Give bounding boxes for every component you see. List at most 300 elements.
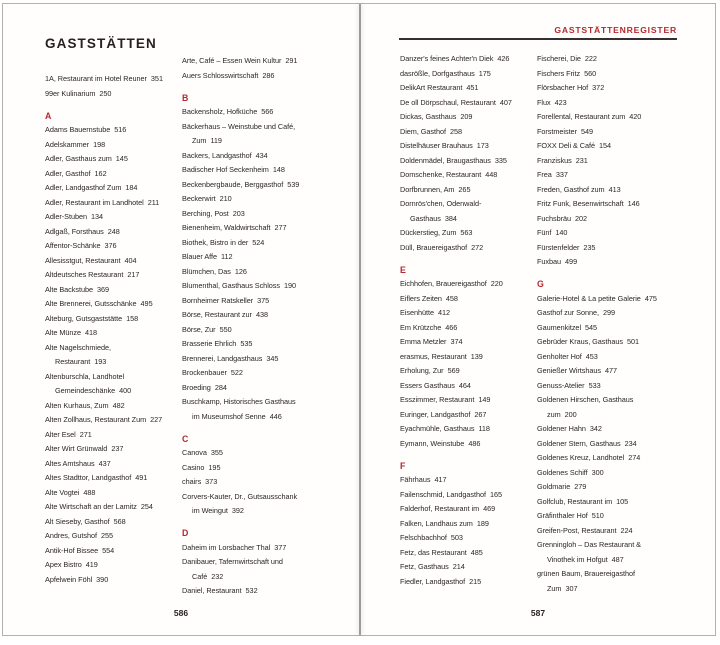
register-entry <box>400 241 533 256</box>
register-entry <box>400 546 533 561</box>
entry-page-number: 274 <box>628 453 641 462</box>
entry-page-number: 532 <box>245 586 258 595</box>
register-entry <box>537 379 679 394</box>
entry-page-number: 184 <box>125 183 138 192</box>
entry-name: Allesisstgut, Restaurant <box>45 255 121 265</box>
register-entry <box>45 442 178 457</box>
entry-name: Frea <box>537 170 552 179</box>
entry-name: Danibauer, Tafernwirtschaft und <box>182 557 283 566</box>
entry-page-number: 426 <box>497 54 510 63</box>
entry-name: Bäckerhaus – Weinstube und Café, <box>182 121 296 131</box>
entry-page-number: 118 <box>478 424 490 433</box>
entry-name: Alteburg, Gutsgaststätte <box>45 313 123 323</box>
entry-name: Börse, Restaurant zur <box>182 310 252 319</box>
entry-page-number: 549 <box>580 126 593 136</box>
entry-name: Franziskus <box>537 155 572 165</box>
entry-name: Adler, Gasthaus zum <box>45 154 112 163</box>
entry-name: erasmus, Restaurant <box>400 351 467 361</box>
entry-page-number: 272 <box>471 242 484 252</box>
register-entry <box>45 268 178 283</box>
register-entry <box>182 584 322 599</box>
entry-page-number: 539 <box>287 179 300 189</box>
entry-name: Broeding <box>182 382 211 392</box>
entry-name: Alte Brennerei, Gutsschänke <box>45 299 137 308</box>
register-entry <box>45 471 178 486</box>
entry-page-number: 162 <box>94 168 107 178</box>
entry-name: Fetz, Gasthaus <box>400 562 449 571</box>
entry-name: Eyachmühle, Gasthaus <box>400 424 475 433</box>
entry-page-number: 434 <box>255 150 268 160</box>
entry-page-number: 453 <box>585 351 598 361</box>
entry-page-number: 154 <box>599 141 612 150</box>
entry-page-number: 235 <box>583 242 596 252</box>
page-gutter <box>359 4 361 635</box>
entry-page-number: 258 <box>450 126 463 136</box>
entry-name: Bienenheim, Waldwirtschaft <box>182 223 271 232</box>
entry-name: Goldenen Hirschen, Gasthaus <box>537 395 634 404</box>
register-entry <box>45 254 178 269</box>
register-entry <box>537 96 679 111</box>
entry-name: Greifen-Post, Restaurant <box>537 525 617 535</box>
entry-name: Auers Schlosswirtschaft <box>182 70 259 80</box>
register-entry <box>45 138 178 153</box>
register-entry <box>45 370 178 385</box>
register-entry <box>45 486 178 501</box>
entry-page-number: 419 <box>85 560 98 569</box>
entry-page-number: 165 <box>489 489 502 499</box>
register-entry <box>537 509 679 524</box>
register-entry <box>182 475 322 490</box>
entry-page-number: 190 <box>283 281 297 290</box>
entry-name: Gebrüder Kraus, Gasthaus <box>537 337 624 346</box>
entry-page-number: 510 <box>591 511 604 520</box>
entry-page-number: 286 <box>262 70 275 80</box>
register-entry <box>45 87 178 102</box>
entry-name: Alt Sieseby, Gasthof <box>45 516 110 526</box>
register-entry <box>45 573 178 588</box>
register-entry <box>537 139 679 154</box>
entry-name: Café <box>192 571 208 581</box>
register-entry <box>537 422 679 437</box>
register-column-2 <box>182 54 322 599</box>
entry-page-number: 119 <box>210 136 222 145</box>
entry-name: Berching, Post <box>182 208 229 218</box>
entry-name: Distelhäuser Brauhaus <box>400 141 473 150</box>
entry-page-number: 412 <box>437 308 451 317</box>
entry-page-number: 265 <box>458 184 471 194</box>
register-entry <box>182 250 322 265</box>
entry-page-number: 227 <box>150 415 163 424</box>
register-entry-continuation <box>182 570 322 585</box>
entry-name: Em Krützche <box>400 322 442 332</box>
register-entry <box>45 239 178 254</box>
entry-name: Eiflers Zeiten <box>400 293 442 303</box>
entry-page-number: 211 <box>147 197 160 207</box>
register-entry <box>182 54 322 69</box>
register-entry <box>537 52 679 67</box>
entry-name: Canova <box>182 448 207 457</box>
register-entry <box>537 335 679 350</box>
entry-page-number: 516 <box>114 125 127 134</box>
entry-name: Dorfbrunnen, Am <box>400 184 455 194</box>
register-entry <box>45 341 178 356</box>
register-entry <box>400 364 533 379</box>
entry-name: Dickas, Gasthaus <box>400 112 457 121</box>
entry-name: Doldenmädel, Braugasthaus <box>400 155 491 165</box>
entry-page-number: 215 <box>469 576 482 586</box>
register-column-3 <box>400 52 533 589</box>
entry-name: Fünf <box>537 228 552 237</box>
register-entry <box>400 350 533 365</box>
entry-page-number: 475 <box>644 293 657 303</box>
entry-page-number: 300 <box>591 467 604 477</box>
entry-name: Düll, Brauereigasthof <box>400 242 468 252</box>
register-entry <box>400 379 533 394</box>
entry-page-number: 566 <box>261 107 274 116</box>
entry-name: Adler, Landgasthof Zum <box>45 183 122 192</box>
register-entry <box>45 457 178 472</box>
entry-name: Blumenthal, Gasthaus Schloss <box>182 281 280 290</box>
register-entry <box>182 381 322 396</box>
entry-page-number: 491 <box>135 473 148 482</box>
entry-page-number: 195 <box>208 462 221 472</box>
entry-page-number: 126 <box>234 266 247 276</box>
register-entry <box>45 544 178 559</box>
register-entry <box>400 125 533 140</box>
entry-page-number: 345 <box>266 353 279 363</box>
register-entry <box>45 283 178 298</box>
register-entry <box>400 408 533 423</box>
register-header: GASTSTÄTTENREGISTER <box>554 25 677 35</box>
entry-page-number: 495 <box>140 299 153 308</box>
register-entry <box>45 500 178 515</box>
register-entry <box>45 123 178 138</box>
entry-page-number: 248 <box>107 226 120 236</box>
entry-page-number: 446 <box>269 411 282 421</box>
entry-name: dasrößle, Dorfgasthaus <box>400 68 475 78</box>
entry-name: Felschbachhof <box>400 533 447 542</box>
entry-name: De oll Dörpschaul, Restaurant <box>400 97 496 107</box>
register-entry <box>400 96 533 111</box>
entry-page-number: 284 <box>214 382 227 392</box>
entry-page-number: 209 <box>460 112 473 121</box>
entry-page-number: 550 <box>219 324 232 334</box>
entry-page-number: 469 <box>483 504 496 513</box>
register-entry <box>537 350 679 365</box>
entry-name: Fürstenfelder <box>537 242 580 252</box>
entry-page-number: 189 <box>476 518 489 528</box>
entry-page-number: 554 <box>102 545 115 555</box>
entry-page-number: 501 <box>627 337 640 346</box>
entry-page-number: 231 <box>575 155 588 165</box>
register-entry <box>182 120 322 135</box>
register-entry <box>537 125 679 140</box>
register-entry <box>537 495 679 510</box>
register-entry <box>400 422 533 437</box>
entry-name: Golfclub, Restaurant im <box>537 496 613 506</box>
register-entry <box>182 366 322 381</box>
entry-name: Andres, Gutshof <box>45 531 97 540</box>
register-entry <box>400 168 533 183</box>
register-entry <box>537 538 679 553</box>
entry-name: Dückerstieg, Zum <box>400 228 457 237</box>
register-entry <box>182 236 322 251</box>
entry-name: Flux <box>537 97 551 107</box>
entry-name: Alter Esel <box>45 429 76 439</box>
entry-name: im Museumshof Senne <box>192 411 266 421</box>
register-entry <box>537 154 679 169</box>
entry-page-number: 524 <box>252 237 265 247</box>
register-entry <box>400 226 533 241</box>
register-entry-continuation <box>537 408 679 423</box>
entry-page-number: 533 <box>588 380 601 390</box>
register-entry <box>400 502 533 517</box>
entry-page-number: 390 <box>96 574 109 584</box>
entry-page-number: 351 <box>150 74 163 83</box>
register-entry <box>537 292 679 307</box>
entry-page-number: 451 <box>466 83 479 92</box>
register-entry <box>182 395 322 410</box>
entry-name: Adler-Stuben <box>45 212 87 221</box>
entry-name: Genholter Hof <box>537 351 582 361</box>
entry-name: Genuss-Atelier <box>537 380 585 390</box>
entry-page-number: 203 <box>232 208 245 218</box>
register-entry <box>45 326 178 341</box>
entry-name: Fetz, das Restaurant <box>400 547 467 557</box>
entry-name: Goldener Stern, Gasthaus <box>537 438 621 448</box>
entry-name: Alte Wirtschaft an der Lamitz <box>45 502 137 511</box>
register-entry <box>45 413 178 428</box>
entry-page-number: 545 <box>585 322 598 332</box>
entry-name: chairs <box>182 477 202 486</box>
entry-name: Domschenke, Restaurant <box>400 170 482 179</box>
entry-page-number: 342 <box>589 424 602 433</box>
register-entry <box>182 163 322 178</box>
entry-name: Fischers Fritz <box>537 68 581 78</box>
entry-page-number: 232 <box>211 571 224 581</box>
register-entry <box>45 210 178 225</box>
register-entry-continuation <box>537 582 679 597</box>
entry-name: Affentor-Schänke <box>45 241 101 250</box>
left-page-title: GASTSTÄTTEN <box>45 36 157 51</box>
register-entry <box>400 560 533 575</box>
entry-page-number: 202 <box>575 213 588 223</box>
entry-page-number: 376 <box>104 241 117 250</box>
entry-name: Daniel, Restaurant <box>182 586 242 595</box>
register-entry <box>537 226 679 241</box>
entry-page-number: 568 <box>113 516 126 526</box>
register-entry <box>537 567 679 582</box>
register-entry <box>537 255 679 270</box>
entry-name: Adlgaß, Forsthaus <box>45 226 104 236</box>
entry-page-number: 569 <box>447 366 460 375</box>
entry-name: Adler, Gasthof <box>45 168 91 178</box>
entry-name: Badischer Hof Seckenheim <box>182 165 269 174</box>
entry-page-number: 139 <box>470 351 483 361</box>
right-page-number: 587 <box>530 608 546 618</box>
entry-name: Erholung, Zur <box>400 366 444 375</box>
entry-page-number: 400 <box>119 386 132 395</box>
entry-page-number: 254 <box>140 502 153 511</box>
entry-name: Altes Stadttor, Landgasthof <box>45 473 132 482</box>
entry-page-number: 277 <box>274 223 287 232</box>
entry-name: Brockenbauer <box>182 368 227 377</box>
entry-page-number: 487 <box>611 554 624 564</box>
entry-name: Adler, Restaurant im Landhotel <box>45 197 144 207</box>
entry-name: Adams Bauernstube <box>45 125 111 134</box>
entry-name: Börse, Zur <box>182 324 216 334</box>
register-entry <box>537 321 679 336</box>
entry-page-number: 175 <box>478 68 491 78</box>
register-entry <box>182 323 322 338</box>
entry-name: Buschkamp, Historisches Gasthaus <box>182 397 296 406</box>
entry-page-number: 158 <box>126 313 139 323</box>
register-entry <box>45 297 178 312</box>
register-entry <box>537 168 679 183</box>
entry-name: Apfelwein Föhl <box>45 574 93 584</box>
register-column-4 <box>537 52 679 596</box>
entry-page-number: 214 <box>452 562 465 571</box>
register-entry <box>182 279 322 294</box>
entry-name: Fuchsbräu <box>537 213 572 223</box>
entry-name: Zum <box>192 136 207 145</box>
register-entry <box>537 306 679 321</box>
entry-page-number: 237 <box>111 444 124 453</box>
entry-name: Danzer's feines Achter'n Diek <box>400 54 494 63</box>
register-entry <box>537 437 679 452</box>
entry-page-number: 466 <box>445 322 458 332</box>
entry-name: Falderhof, Restaurant im <box>400 504 480 513</box>
register-entry <box>182 207 322 222</box>
register-entry <box>537 393 679 408</box>
register-entry <box>182 446 322 461</box>
entry-page-number: 404 <box>124 255 137 265</box>
register-entry <box>400 306 533 321</box>
register-entry <box>45 181 178 196</box>
register-entry-continuation <box>45 355 178 370</box>
entry-name: FOXX Deli & Café <box>537 141 595 150</box>
register-entry <box>400 437 533 452</box>
register-entry <box>400 139 533 154</box>
entry-name: Alte Vogtei <box>45 487 80 497</box>
entry-page-number: 413 <box>608 184 621 194</box>
entry-page-number: 335 <box>494 155 507 165</box>
entry-page-number: 279 <box>574 482 587 491</box>
register-entry <box>182 555 322 570</box>
entry-page-number: 217 <box>127 270 140 279</box>
entry-name: Grenningloh – Das Restaurant & <box>537 540 641 549</box>
entry-name: Fährhaus <box>400 475 431 484</box>
register-entry <box>537 67 679 82</box>
register-entry <box>400 473 533 488</box>
register-entry <box>182 308 322 323</box>
entry-page-number: 267 <box>474 409 487 419</box>
entry-name: Altdeutsches Restaurant <box>45 270 124 279</box>
register-entry <box>537 81 679 96</box>
register-entry <box>537 197 679 212</box>
register-entry <box>537 451 679 466</box>
entry-name: zum <box>547 409 561 419</box>
register-entry <box>182 69 322 84</box>
register-entry <box>45 529 178 544</box>
register-entry <box>400 183 533 198</box>
entry-name: Eisenhütte <box>400 308 434 317</box>
section-letter: B <box>182 92 189 103</box>
entry-page-number: 464 <box>458 380 471 390</box>
entry-page-number: 372 <box>592 83 605 92</box>
register-entry <box>537 480 679 495</box>
entry-page-number: 499 <box>565 257 578 266</box>
entry-name: Arte, Café – Essen Wein Kultur <box>182 56 282 65</box>
entry-name: Gemeindeschänke <box>55 386 116 395</box>
entry-name: Daheim im Lorsbacher Thal <box>182 542 271 552</box>
register-entry-continuation <box>45 384 178 399</box>
entry-page-number: 563 <box>460 228 473 237</box>
entry-page-number: 482 <box>112 400 125 410</box>
entry-page-number: 486 <box>468 438 481 448</box>
register-entry-continuation <box>182 134 322 149</box>
register-entry <box>182 352 322 367</box>
entry-name: Gräfinthaler Hof <box>537 511 588 520</box>
entry-page-number: 149 <box>478 395 491 404</box>
register-entry <box>45 167 178 182</box>
register-entry <box>45 72 178 87</box>
register-entry <box>45 152 178 167</box>
register-entry <box>400 277 533 292</box>
entry-name: Adelskammer <box>45 139 90 149</box>
entry-name: im Weingut <box>192 506 228 515</box>
entry-name: Essers Gasthaus <box>400 380 455 390</box>
entry-page-number: 423 <box>554 97 567 107</box>
register-entry <box>45 225 178 240</box>
register-column-1 <box>45 72 178 587</box>
register-entry-continuation <box>400 212 533 227</box>
entry-name: Blauer Affe <box>182 252 218 261</box>
entry-name: Genießer Wirtshaus <box>537 366 601 375</box>
entry-page-number: 437 <box>98 458 111 468</box>
section-letter: C <box>182 433 189 444</box>
register-entry <box>400 335 533 350</box>
entry-page-number: 307 <box>565 583 578 593</box>
entry-name: Goldmarie <box>537 482 571 491</box>
register-entry <box>400 488 533 503</box>
entry-page-number: 148 <box>272 165 285 174</box>
entry-page-number: 173 <box>476 141 489 150</box>
register-entry <box>45 196 178 211</box>
entry-name: DelikArt Restaurant <box>400 83 463 92</box>
register-entry <box>45 399 178 414</box>
register-entry <box>182 192 322 207</box>
register-entry <box>182 149 322 164</box>
entry-page-number: 337 <box>555 170 568 179</box>
register-entry <box>182 294 322 309</box>
entry-name: Altenburschla, Landhotel <box>45 371 125 381</box>
entry-name: Fischerei, Die <box>537 54 581 63</box>
entry-page-number: 522 <box>230 368 243 377</box>
entry-name: Backers, Landgasthof <box>182 150 252 160</box>
entry-name: Brennerei, Landgasthaus <box>182 353 263 363</box>
section-letter: F <box>400 460 406 471</box>
register-entry <box>182 221 322 236</box>
entry-name: Altes Amtshaus <box>45 458 95 468</box>
register-entry <box>400 197 533 212</box>
entry-page-number: 438 <box>255 310 268 319</box>
register-entry-continuation <box>182 410 322 425</box>
entry-page-number: 145 <box>115 154 128 163</box>
register-entry <box>400 292 533 307</box>
entry-page-number: 384 <box>444 213 457 223</box>
left-page-number: 586 <box>173 608 189 618</box>
